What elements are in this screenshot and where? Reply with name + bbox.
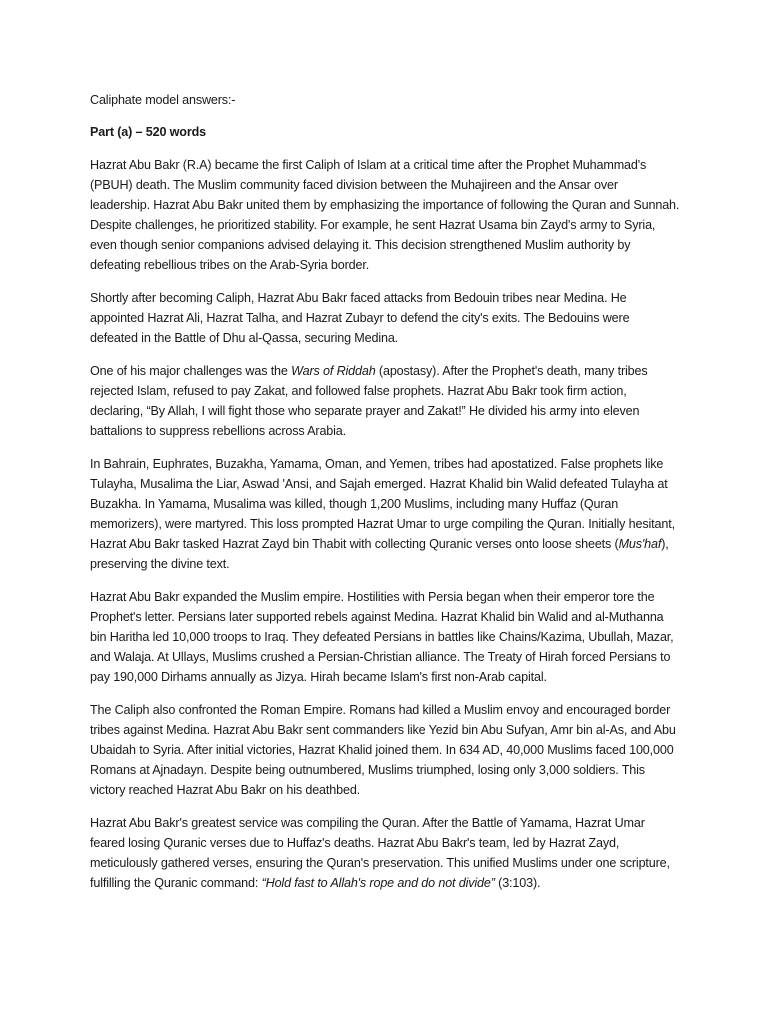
paragraph-text: (3:103). xyxy=(494,876,541,890)
paragraph-text: Hazrat Abu Bakr (R.A) became the first Caliph of Islam at a critical time after the Prophet Muhammad's (PBUH) death. The Muslim community faced division between the Muhajireen and the Ansar over leadership. Hazrat Abu Bakr united them by emphasizing the importance of following the Quran and Sunnah. Despite challenges, he prioritized stability. For example, he sent Hazrat Usama bin Zayd's army to Syria, even though senior companions advised delaying it. This decision strengthened Muslim authority by defeating rebellious tribes on the Arab-Syria border. xyxy=(90,158,680,272)
italic-term: Mus'haf xyxy=(618,537,662,551)
paragraph-text: The Caliph also confronted the Roman Empire. Romans had killed a Muslim envoy and encouraged border tribes against Medina. Hazrat Abu Bakr sent commanders like Yezid bin Abu Sufyan, Amr bin al-As, and Abu Ubaidah to Syria. After initial victories, Hazrat Khalid joined them. In 634 AD, 40,000 Muslims faced 100,000 Romans at Ajnadayn. Despite being outnumbered, Muslims triumphed, losing only 3,000 soldiers. This victory reached Hazrat Abu Bakr on his deathbed. xyxy=(90,703,676,797)
paragraph-text: ), preserving the divine text. xyxy=(90,537,669,571)
paragraph-text: Hazrat Abu Bakr expanded the Muslim empire. Hostilities with Persia began when their emperor tore the Prophet's letter. Persians later supported rebels against Medina. Hazrat Khalid bin Walid and al-Muthanna bin Haritha led 10,000 troops to Iraq. They defeated Persians in battles like Chains/Kazima, Ubullah, Mazar, and Walaja. At Ullays, Muslims crushed a Persian-Christian alliance. The Treaty of Hirah forced Persians to pay 190,000 Dirhams annually as Jizya. Hirah became Islam's first non-Arab capital. xyxy=(90,590,674,684)
section-subheading: Part (a) – 520 words xyxy=(90,125,206,139)
paragraph-1 xyxy=(90,155,680,275)
paragraph-2 xyxy=(90,288,680,348)
paragraph-3 xyxy=(90,361,680,441)
paragraph-4 xyxy=(90,454,680,574)
paragraph-text: (apostasy). After the Prophet's death, many tribes rejected Islam, refused to pay Zakat, and followed false prophets. Hazrat Abu Bakr took firm action, declaring, “By Allah, I will fight those who separate prayer and Zakat!” He divided his army into eleven battalions to suppress rebellions across Arabia. xyxy=(90,364,648,438)
document-heading: Caliphate model answers:- xyxy=(90,93,236,107)
paragraph-text: Shortly after becoming Caliph, Hazrat Abu Bakr faced attacks from Bedouin tribes near Medina. He appointed Hazrat Ali, Hazrat Talha, and Hazrat Zubayr to defend the city's exits. The Bedouins were defeated in the Battle of Dhu al-Qassa, securing Medina. xyxy=(90,291,630,345)
paragraph-5 xyxy=(90,587,680,687)
document-page xyxy=(90,90,680,906)
paragraph-6 xyxy=(90,700,680,800)
paragraph-text: One of his major challenges was the xyxy=(90,364,292,378)
paragraph-7 xyxy=(90,813,680,893)
paragraph-text: In Bahrain, Euphrates, Buzakha, Yamama, Oman, and Yemen, tribes had apostatized. False prophets like Tulayha, Musalima the Liar, Aswad 'Ansi, and Sajah emerged. Hazrat Khalid bin Walid defeated Tulayha at Buzakha. In Yamama, Musalima was killed, though 1,200 Muslims, including many Huffaz (Quran memorizers), were martyred. This loss prompted Hazrat Umar to urge compiling the Quran. Initially hesitant, Hazrat Abu Bakr tasked Hazrat Zayd bin Thabit with collecting Quranic verses onto loose sheets ( xyxy=(90,457,675,551)
paragraph-text: Hazrat Abu Bakr's greatest service was compiling the Quran. After the Battle of Yamama, Hazrat Umar feared losing Quranic verses due to Huffaz's deaths. Hazrat Abu Bakr's team, led by Hazrat Zayd, meticulously gathered verses, ensuring the Quran's preservation. This unified Muslims under one scripture, fulfilling the Quranic command: xyxy=(90,816,670,890)
italic-term: Wars of Riddah xyxy=(291,364,376,378)
italic-quote: “Hold fast to Allah's rope and do not divide” xyxy=(261,876,495,890)
